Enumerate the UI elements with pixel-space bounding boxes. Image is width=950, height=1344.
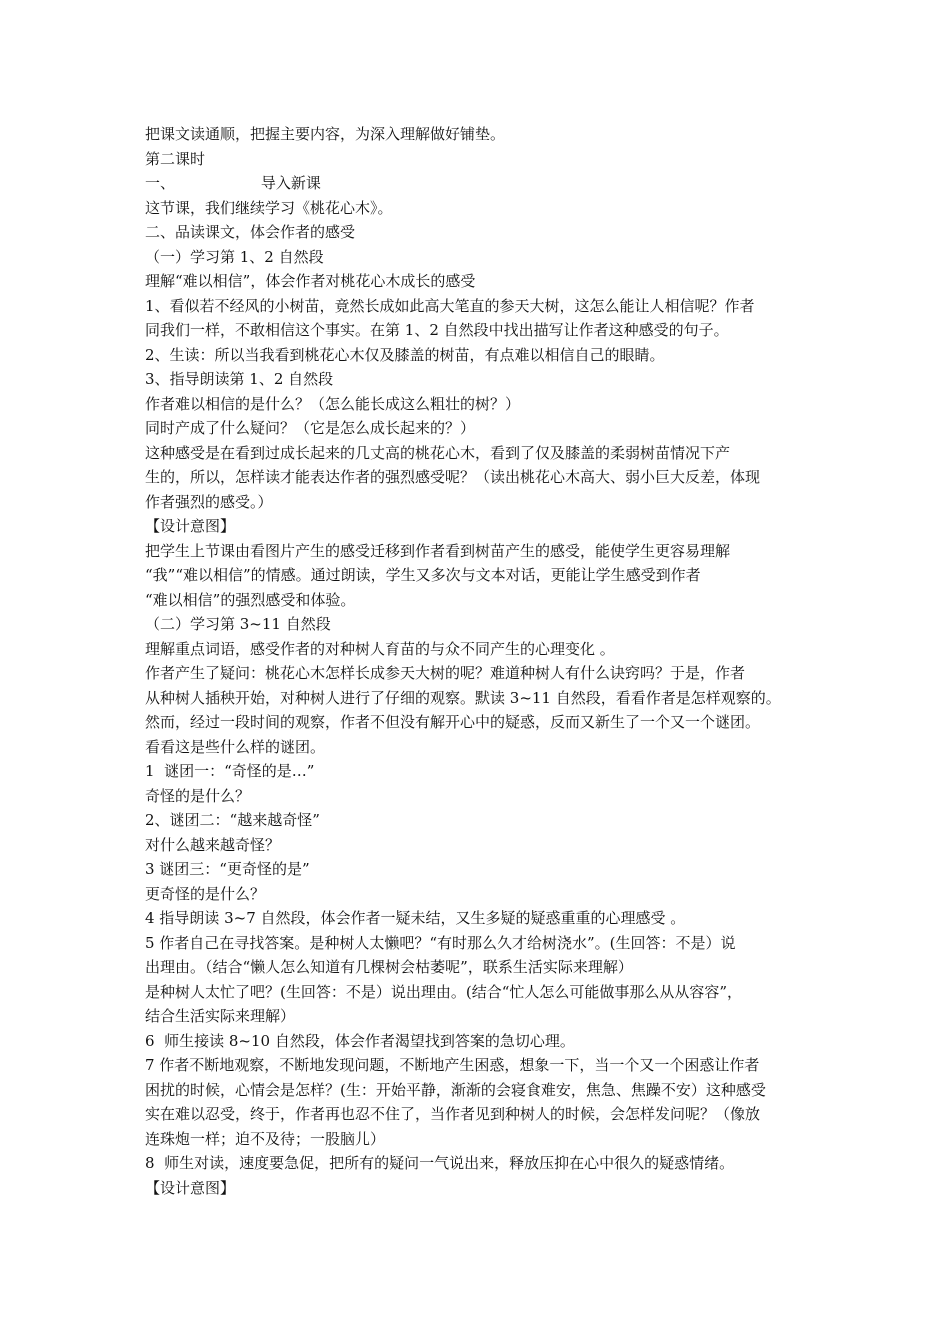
document-body <box>145 122 817 1200</box>
design-intent-heading: 【设计意图】 <box>145 517 236 535</box>
text-line: 7 作者不断地观察，不断地发现问题，不断地产生困惑，想象一下，当一个又一个困惑让作者 <box>145 1056 760 1074</box>
text-line: 同时产成了什么疑问？（它是怎么成长起来的？） <box>145 419 476 437</box>
text-line: 3 谜团三：“更奇怪的是” <box>145 860 310 878</box>
text-line: 看看这是些什么样的谜团。 <box>145 737 326 756</box>
text-line: 把学生上节课由看图片产生的感受迁移到作者看到树苗产生的感受，能使学生更容易理解 <box>145 541 731 560</box>
text-line: 理解“难以相信”，体会作者对桃花心木成长的感受 <box>145 272 476 290</box>
text-line: 奇怪的是什么？ <box>145 786 251 805</box>
text-line: 作者产生了疑问：桃花心木怎样长成参天大树的呢？难道种树人有什么诀窍吗？于是，作者 <box>145 664 746 682</box>
lesson-heading: 第二课时 <box>145 149 206 168</box>
text-line: “我”“难以相信”的情感。通过朗读，学生又多次与文本对话，更能让学生感受到作者 <box>145 566 701 584</box>
text-line: 然而，经过一段时间的观察，作者不但没有解开心中的疑惑，反而又新生了一个又一个谜团。 <box>145 713 761 731</box>
text-line: 作者难以相信的是什么？（怎么能长成这么粗壮的树？） <box>145 394 521 413</box>
text-line: 把课文读通顺，把握主要内容，为深入理解做好铺垫。 <box>145 125 506 143</box>
section-heading: 二、品读课文，体会作者的感受 <box>145 223 356 241</box>
text-line: 对什么越来越奇怪？ <box>145 835 281 854</box>
text-line: 结合生活实际来理解） <box>145 1007 296 1025</box>
text-line: 2、生读：所以当我看到桃花心木仅及膝盖的树苗，有点难以相信自己的眼睛。 <box>145 345 665 364</box>
text-line: 6 师生接读 8~10 自然段，体会作者渴望找到答案的急切心理。 <box>145 1031 575 1050</box>
text-line: 8 师生对读，速度要急促，把所有的疑问一气说出来，释放压抑在心中很久的疑惑情绪。 <box>145 1154 735 1172</box>
text-line: 连珠炮一样；迫不及待；一股脑儿） <box>145 1129 386 1148</box>
subsection-heading: （一）学习第 1、2 自然段 <box>145 247 324 266</box>
text-line: 这节课，我们继续学习《桃花心木》。 <box>145 198 393 217</box>
text-line: 作者强烈的感受。） <box>145 492 273 511</box>
text-line: 4 指导朗读 3~7 自然段，体会作者一疑未结，又生多疑的疑惑重重的心理感受 。 <box>145 909 686 927</box>
text-line: 生的，所以，怎样读才能表达作者的强烈感受呢？（读出桃花心木高大、弱小巨大反差，体现 <box>145 468 761 486</box>
text-line: 2、谜团二：“越来越奇怪” <box>145 811 320 829</box>
text-line: 出理由。（结合“懒人怎么知道有几棵树会枯萎呢”，联系生活实际来理解） <box>145 958 633 976</box>
text-line: 5 作者自己在寻找答案。是种树人太懒吧？“有时那么久才给树浇水”。(生回答：不是）说 <box>145 933 736 952</box>
design-intent-heading: 【设计意图】 <box>145 1178 236 1197</box>
text-line: 从种树人插秧开始，对种树人进行了仔细的观察。默读 3~11 自然段，看看作者是怎样观察的。 <box>145 688 781 707</box>
text-line: 同我们一样，不敢相信这个事实。在第 1、2 自然段中找出描写让作者这种感受的句子。 <box>145 321 729 339</box>
subsection-heading: （二）学习第 3~11 自然段 <box>145 615 331 633</box>
text-line: 1 谜团一：“奇怪的是…” <box>145 762 315 780</box>
text-line: 这种感受是在看到过成长起来的几丈高的桃花心木，看到了仅及膝盖的柔弱树苗情况下产 <box>145 443 731 462</box>
text-line: 更奇怪的是什么？ <box>145 884 266 903</box>
text-line: 困扰的时候，心情会是怎样？(生：开始平静，渐渐的会寝食难安，焦急、焦躁不安）这种感受 <box>145 1080 766 1099</box>
text-line: 3、指导朗读第 1、2 自然段 <box>145 370 334 388</box>
text-line: 1、看似若不经风的小树苗，竟然长成如此高大笔直的参天大树，这怎么能让人相信呢？作者 <box>145 296 755 315</box>
text-line: 实在难以忍受，终于，作者再也忍不住了，当作者见到种树人的时候，会怎样发问呢？（像放 <box>145 1105 761 1123</box>
text-line: 理解重点词语，感受作者的对种树人育苗的与众不同产生的心理变化 。 <box>145 639 615 658</box>
section-heading: 一、 导入新课 <box>145 174 321 192</box>
text-line: 是种树人太忙了吧？(生回答：不是）说出理由。(结合“忙人怎么可能做事那么从从容容”， <box>145 982 743 1001</box>
text-line: “难以相信”的强烈感受和体验。 <box>145 590 356 609</box>
